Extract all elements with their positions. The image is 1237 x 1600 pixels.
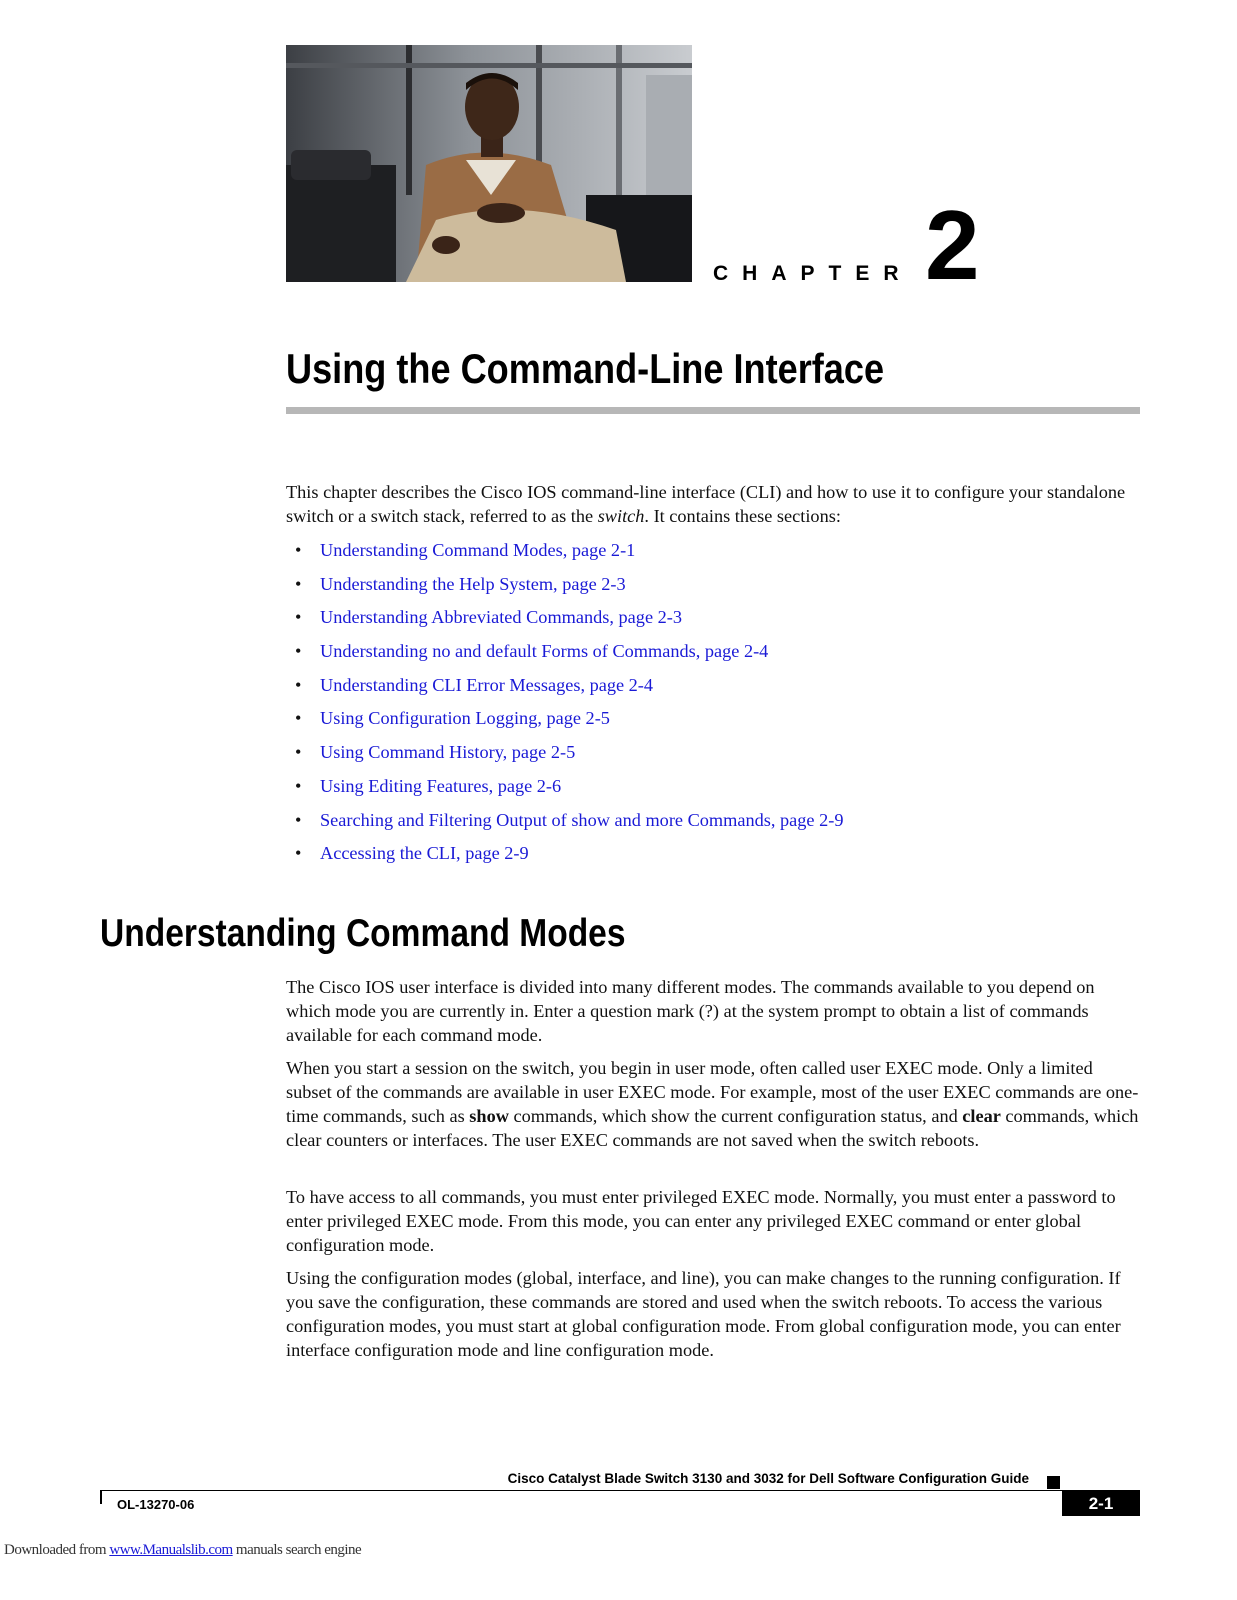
footer-page-number: 2-1	[1062, 1491, 1140, 1516]
download-note	[4, 1542, 361, 1559]
body-paragraph-2	[286, 1056, 1142, 1152]
section-heading: Understanding Command Modes	[100, 912, 626, 955]
p2-text-d: commands, which clear counters or interfaces. The user EXEC commands are not saved when the switch reboots.	[286, 1106, 1139, 1150]
download-suffix: manuals search engine	[232, 1542, 362, 1558]
list-item	[286, 807, 1142, 841]
list-item	[286, 773, 1142, 807]
bullet: •	[295, 775, 302, 796]
body-paragraph-3: To have access to all commands, you must enter privileged EXEC mode. Normally, you must enter a password to enter privileged EXEC mode. From this mode, you can enter any privileged EXEC command or enter global configuration mode.	[286, 1187, 1116, 1255]
toc-link[interactable]: Understanding Command Modes, page 2-1	[320, 540, 636, 560]
bullet: •	[295, 607, 302, 628]
toc-link[interactable]: Understanding Abbreviated Commands, page 2-3	[320, 607, 682, 628]
intro-paragraph	[286, 480, 1142, 528]
chapter-photo	[286, 45, 692, 282]
chapter-label: CHAPTER	[713, 262, 913, 285]
p2-text-a: When you start a session on the switch, you begin in user mode, often called user EXEC mode. Only a limited subset of the commands are available in user EXEC mode. For example, most of the user EXEC commands are one-time commands, such as	[286, 1058, 1139, 1126]
toc-link[interactable]: Using Editing Features, page 2-6	[320, 775, 562, 796]
title-rule	[286, 407, 1140, 414]
intro-emphasis: switch	[597, 506, 645, 526]
clear-command: clear	[962, 1106, 1001, 1126]
bullet: •	[295, 674, 302, 695]
list-item	[286, 537, 1142, 571]
bullet: •	[295, 843, 302, 864]
chapter-number: 2	[925, 190, 980, 300]
toc-link[interactable]: Understanding CLI Error Messages, page 2-4	[320, 674, 654, 695]
body-paragraph-4: Using the configuration modes (global, interface, and line), you can make changes to the running configuration. If you save the configuration, these commands are stored and used when the switch reboots. To access the various configuration modes, you must start at global configuration mode. From global configuration mode, you can enter interface configuration mode and line configuration mode.	[286, 1268, 1121, 1360]
toc-link[interactable]: Searching and Filtering Output of show and more Commands, page 2-9	[320, 809, 844, 830]
bullet: •	[295, 742, 302, 763]
bullet: •	[295, 573, 302, 594]
list-item	[286, 638, 1142, 672]
p2-text-c: commands, which show the current configuration status, and	[508, 1106, 963, 1126]
list-item	[286, 604, 1142, 638]
list-item	[286, 739, 1142, 773]
footer-tick	[100, 1490, 102, 1504]
toc-link[interactable]: Using Configuration Logging, page 2-5	[320, 708, 610, 729]
intro-text-before: This chapter describes the Cisco IOS command-line interface (CLI) and how to use it to configure your standalone switch or a switch stack, referred to as the	[286, 482, 1126, 526]
show-command: show	[469, 1106, 509, 1126]
list-item	[286, 672, 1142, 706]
list-item	[286, 705, 1142, 739]
toc-link[interactable]: Understanding the Help System, page 2-3	[320, 573, 626, 594]
section-list	[286, 537, 1142, 874]
body-paragraph-1: The Cisco IOS user interface is divided into many different modes. The commands available to you depend on which mode you are currently in. Enter a question mark (?) at the system prompt to obtain a list of commands available for each command mode.	[286, 977, 1095, 1045]
bullet: •	[295, 540, 302, 560]
chapter-title: Using the Command-Line Interface	[286, 345, 885, 392]
bullet: •	[295, 809, 302, 830]
list-item	[286, 571, 1142, 605]
intro-text-after: . It contains these sections:	[644, 506, 841, 526]
bullet: •	[295, 708, 302, 729]
bullet: •	[295, 641, 302, 662]
toc-link[interactable]: Accessing the CLI, page 2-9	[320, 843, 529, 864]
toc-link[interactable]: Understanding no and default Forms of Commands, page 2-4	[320, 641, 769, 662]
download-prefix: Downloaded from	[4, 1542, 110, 1558]
list-item	[286, 840, 1142, 874]
footer-doc-number: OL-13270-06	[117, 1497, 195, 1512]
footer-guide-title: Cisco Catalyst Blade Switch 3130 and 3032 for Dell Software Configuration Guide	[507, 1471, 1029, 1486]
footer-rule	[100, 1490, 1140, 1491]
manualslib-link[interactable]: www.Manualslib.com	[109, 1542, 233, 1558]
footer-marker	[1047, 1476, 1060, 1489]
toc-link[interactable]: Using Command History, page 2-5	[320, 742, 576, 763]
